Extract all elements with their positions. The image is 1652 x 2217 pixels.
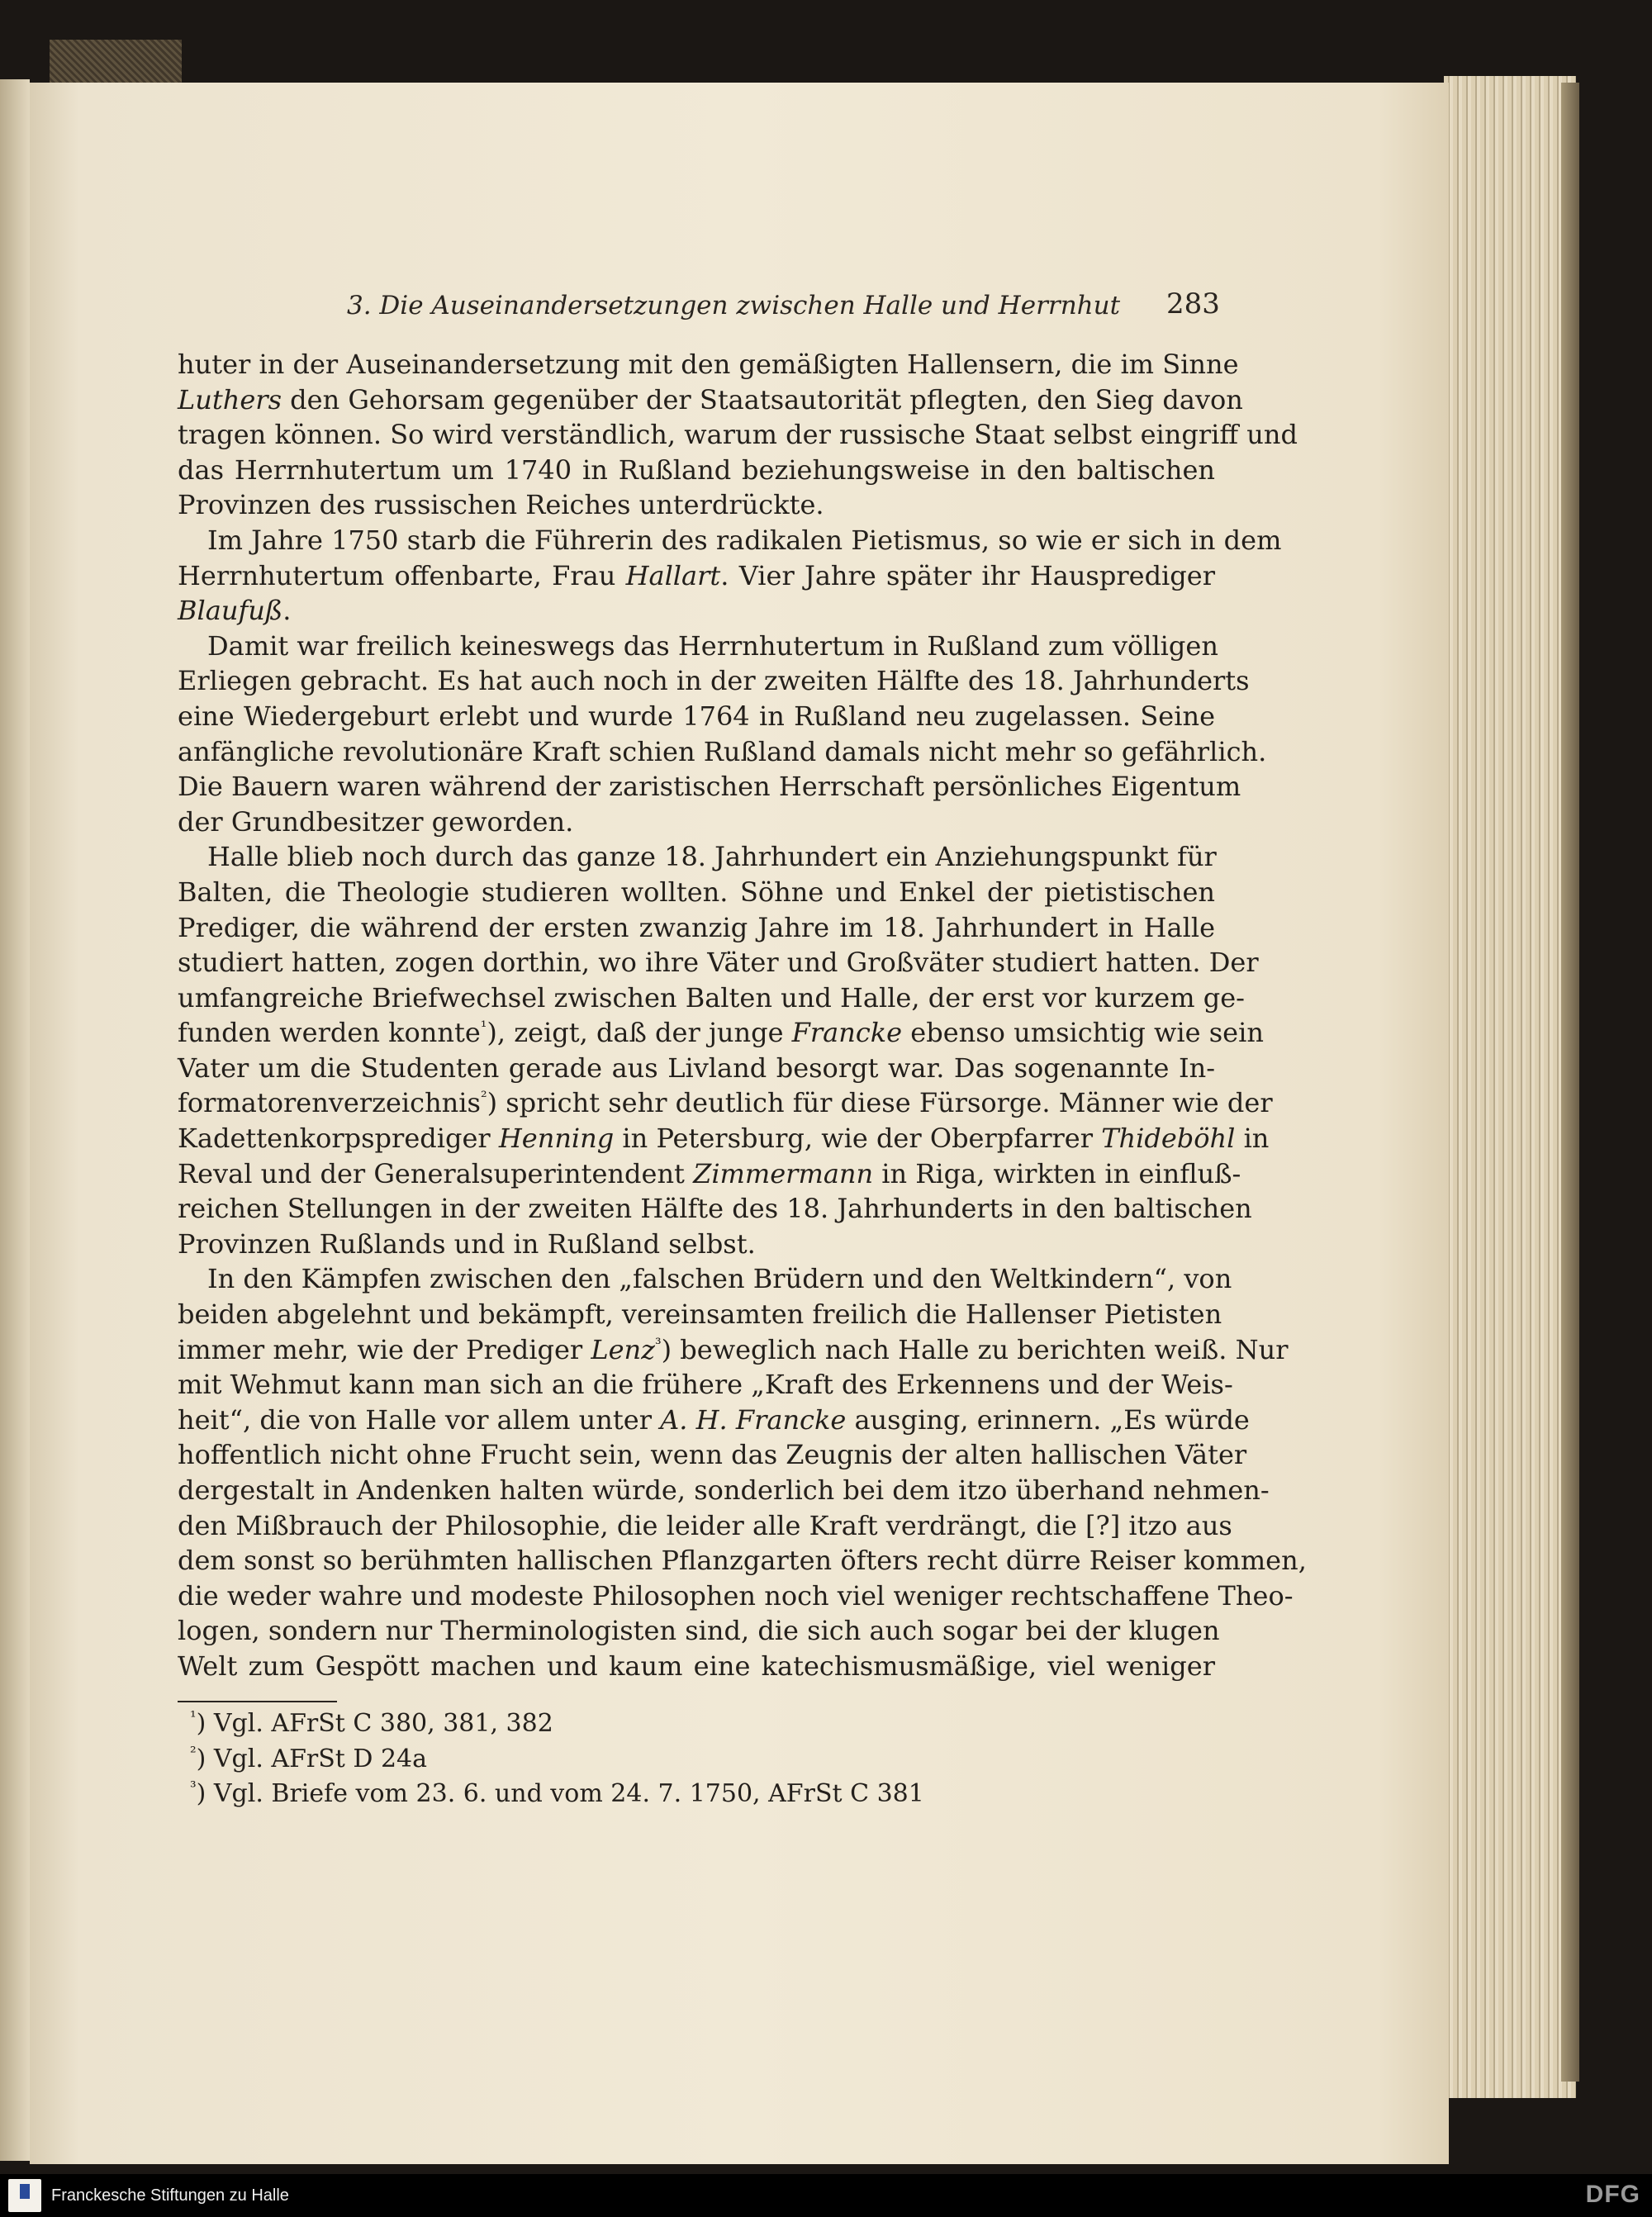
page-block-shadow [1561,83,1579,2082]
text-line: logen, sondern nur Therminologisten sind, die sich auch sogar bei der klugen [178,1615,1220,1647]
text-line: Welt zum Gespött machen und kaum eine katechismusmäßige, viel weniger [178,1650,1215,1682]
footnote: $^{^2}$) Vgl. AFrSt D 24a [190,1743,428,1773]
text-line: Kadettenkorpsprediger Henning in Petersburg, wie der Oberpfarrer Thideböhl [178,1123,1236,1155]
text-line: Halle blieb noch durch das ganze 18. Jahrhundert ein Anziehungspunkt für [207,841,1217,873]
text-line: funden werden konnte$^{^1}$), zeigt, daß der junge Francke ebenso umsichtig wie sein [178,1017,1264,1049]
text-line: anfängliche revolutionäre Kraft schien Rußland damals nicht mehr so gefährlich. [178,735,1267,767]
text-line: die weder wahre und modeste Philosophen noch viel weniger rechtschaffene Theo- [178,1579,1294,1612]
dfg-logo: DFG [1585,2181,1640,2208]
text-line: tragen können. So wird verständlich, warum der russische Staat selbst eingriff und [178,419,1298,451]
running-header-title: 3. Die Auseinandersetzungen zwischen Halle und Herrnhut [347,291,1121,320]
viewer-footer [0,2174,1652,2217]
institution-name: Franckesche Stiftungen zu Halle [51,2186,289,2205]
text-line: Provinzen des russischen Reiches unterdrückte. [178,489,824,521]
text-line: beiden abgelehnt und bekämpft, vereinsamten freilich die Hallenser Pietisten [178,1298,1222,1331]
text-line: Provinzen Rußlands und in Rußland selbst. [178,1227,756,1260]
text-line: eine Wiedergeburt erlebt und wurde 1764 in Rußland neu zugelassen. Seine [178,700,1215,732]
footnotes [190,1707,924,1812]
text-line: Die Bauern waren während der zaristischen Herrschaft persönliches Eigentum [178,771,1241,803]
footnote-rule [178,1701,337,1702]
text-line: dem sonst so berühmten hallischen Pflanzgarten öfters recht dürre Reiser kommen, [178,1545,1307,1577]
text-line: In den Kämpfen zwischen den „falschen Brüdern und den Weltkindern“, von [207,1263,1232,1295]
text-line: hoffentlich nicht ohne Frucht sein, wenn das Zeugnis der alten hallischen Väter [178,1439,1247,1471]
text-line: Balten, die Theologie studieren wollten. Söhne und Enkel der pietistischen [178,876,1215,908]
text-line: Erliegen gebracht. Es hat auch noch in der zweiten Hälfte des 18. Jahrhunderts [178,665,1250,697]
text-line: Reval und der Generalsuperintendent Zimmermann in Riga, wirkten in einfluß- [178,1157,1241,1189]
text-line: Herrnhutertum offenbarte, Frau Hallart. Vier Jahre später ihr Hausprediger [178,559,1215,591]
left-page-edge [0,79,30,2161]
page-block-edges [1444,76,1576,2098]
text-line: Damit war freilich keineswegs das Herrnhutertum in Rußland zum völligen [207,629,1218,662]
text-line: huter in der Auseinandersetzung mit den gemäßigten Hallensern, die im Sinne [178,349,1239,380]
text-line: der Grundbesitzer geworden. [178,805,574,838]
body-text [178,347,1307,1684]
text-line: Im Jahre 1750 starb die Führerin des radikalen Pietismus, so wie er sich in dem [207,524,1282,556]
text-line: Prediger, die während der ersten zwanzig Jahre im 18. Jahrhundert in Halle [178,911,1215,943]
text-line: Luthers den Gehorsam gegenüber der Staatsautorität pflegten, den Sieg davon [178,383,1243,415]
text-line: formatorenverzeichnis$^{^2}$) spricht sehr deutlich für diese Fürsorge. Männer wie der [178,1087,1273,1119]
footnote: $^{^3}$) Vgl. Briefe vom 23. 6. und vom 24. 7. 1750, AFrSt C 381 [190,1778,924,1809]
footnote: $^{^1}$) Vgl. AFrSt C 380, 381, 382 [190,1708,553,1738]
text-line: Vater um die Studenten gerade aus Livland besorgt war. Das sogenannte In- [178,1052,1215,1084]
text-line: Blaufuß. [178,595,292,627]
text-line: umfangreiche Briefwechsel zwischen Balten und Halle, der erst vor kurzem ge- [178,981,1245,1014]
page-number: 283 [1166,287,1220,320]
text-line: das Herrnhutertum um 1740 in Rußland beziehungsweise in den baltischen [178,453,1215,486]
institution-logo-icon [8,2179,41,2212]
text-line: dergestalt in Andenken halten würde, sonderlich bei dem itzo überhand nehmen- [178,1474,1270,1506]
text-line: heit“, die von Halle vor allem unter A. H. Francke ausging, erinnern. „Es würde [178,1403,1250,1436]
text-line: mit Wehmut kann man sich an die frühere „Kraft des Erkennens und der Weis- [178,1369,1233,1401]
text-line: reichen Stellungen in der zweiten Hälfte des 18. Jahrhunderts in den baltischen [178,1193,1252,1225]
text-line: immer mehr, wie der Prediger Lenz$^{^3}$) beweglich nach Halle zu berichten weiß. Nur [178,1333,1289,1365]
text-line: studiert hatten, zogen dorthin, wo ihre Väter und Großväter studiert hatten. Der [178,947,1259,979]
text-line: den Mißbrauch der Philosophie, die leider alle Kraft verdrängt, die [?] itzo aus [178,1509,1232,1541]
